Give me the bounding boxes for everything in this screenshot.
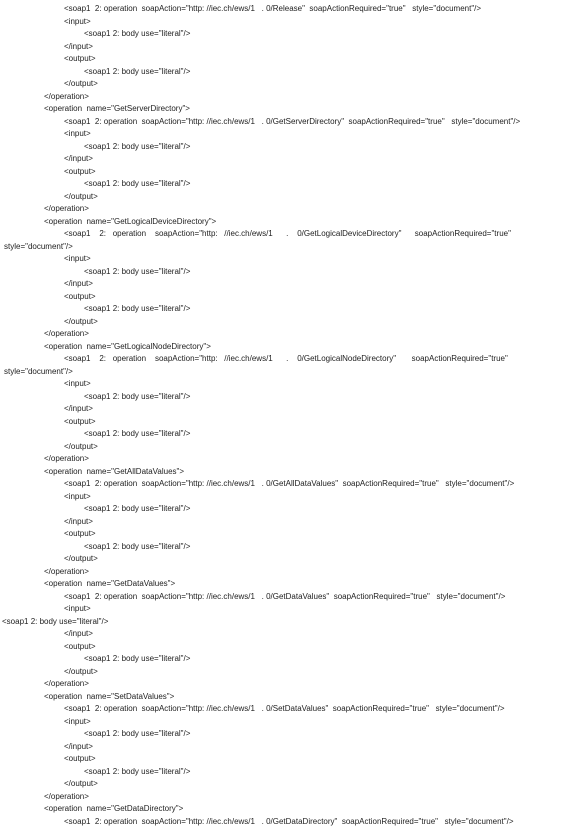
code-line: <soap1 2: body use="literal"/> [84, 654, 191, 663]
code-line: <soap1 2: body use="literal"/> [84, 767, 191, 776]
code-line: <soap1 2: body use="literal"/> [84, 179, 191, 188]
code-line: <output> [64, 754, 96, 763]
code-line: </input> [64, 629, 93, 638]
code-line: <output> [64, 167, 96, 176]
code-line: <input> [64, 604, 91, 613]
code-line: <soap1 2: operation soapAction="http: //iec.ch/ews/1 . 0/GetAllDataValues" soapActionRequired="true" style="document"/> [64, 479, 515, 488]
code-line: <output> [64, 54, 96, 63]
code-line: </input> [64, 279, 93, 288]
code-line: <input> [64, 254, 91, 263]
code-line: <output> [64, 417, 96, 426]
code-line: style="document"/> [4, 367, 73, 376]
code-line: </operation> [44, 329, 89, 338]
code-line: <soap1 2: operation soapAction="http: //iec.ch/ews/1 . 0/GetLogicalNodeDirectory" soapActionRequired="true" [64, 354, 508, 363]
code-line: <input> [64, 379, 91, 388]
code-line: style="document"/> [4, 242, 73, 251]
code-line: <input> [64, 492, 91, 501]
code-line: </input> [64, 42, 93, 51]
code-line: </operation> [44, 454, 89, 463]
code-line: <operation name="GetLogicalNodeDirectory"> [44, 342, 211, 351]
code-line: <input> [64, 717, 91, 726]
code-line: <operation name="GetAllDataValues"> [44, 467, 185, 476]
code-line: </output> [64, 79, 98, 88]
code-line: <soap1 2: body use="literal"/> [84, 504, 191, 513]
code-line: </operation> [44, 679, 89, 688]
code-line: </operation> [44, 92, 89, 101]
code-line: <soap1 2: body use="literal"/> [84, 267, 191, 276]
code-line: <input> [64, 17, 91, 26]
code-line: </output> [64, 317, 98, 326]
code-line: </output> [64, 192, 98, 201]
code-line: </input> [64, 742, 93, 751]
code-line: <soap1 2: operation soapAction="http: //iec.ch/ews/1 . 0/GetDataValues" soapActionRequired="true" style="document"/> [64, 592, 506, 601]
code-line: </operation> [44, 567, 89, 576]
code-line: <soap1 2: operation soapAction="http: //iec.ch/ews/1 . 0/GetDataDirectory" soapActionRequired="true" style="document"/> [64, 817, 514, 826]
code-line: <soap1 2: body use="literal"/> [84, 29, 191, 38]
code-line: <output> [64, 529, 96, 538]
code-line: <output> [64, 292, 96, 301]
code-line: </output> [64, 442, 98, 451]
code-line: </input> [64, 517, 93, 526]
code-line: </operation> [44, 204, 89, 213]
code-line: <operation name="GetLogicalDeviceDirectory"> [44, 217, 217, 226]
code-line: <operation name="GetServerDirectory"> [44, 104, 190, 113]
code-line: <output> [64, 642, 96, 651]
code-line: <soap1 2: body use="literal"/> [84, 304, 191, 313]
code-line: <operation name="GetDataValues"> [44, 579, 176, 588]
code-line: <soap1 2: operation soapAction="http: //iec.ch/ews/1 . 0/Release" soapActionRequired="true" style="document"/> [64, 4, 482, 13]
code-line: </operation> [44, 792, 89, 801]
code-line: <soap1 2: body use="literal"/> [84, 542, 191, 551]
code-line: </output> [64, 667, 98, 676]
code-line: <input> [64, 129, 91, 138]
code-line: <soap1 2: operation soapAction="http: //iec.ch/ews/1 . 0/GetLogicalDeviceDirectory" soapActionRequired="true" [64, 229, 511, 238]
code-line: <soap1 2: body use="literal"/> [84, 392, 191, 401]
code-line: <soap1 2: operation soapAction="http: //iec.ch/ews/1 . 0/SetDataValues" soapActionRequired="true" style="document"/> [64, 704, 505, 713]
code-line: </input> [64, 404, 93, 413]
code-line: <soap1 2: operation soapAction="http: //iec.ch/ews/1 . 0/GetServerDirectory" soapActionRequired="true" style="document"/> [64, 117, 521, 126]
code-line: <soap1 2: body use="literal"/> [2, 617, 109, 626]
code-line: <soap1 2: body use="literal"/> [84, 429, 191, 438]
code-line: <soap1 2: body use="literal"/> [84, 142, 191, 151]
code-line: </output> [64, 554, 98, 563]
code-line: <soap1 2: body use="literal"/> [84, 729, 191, 738]
code-line: <operation name="GetDataDirectory"> [44, 804, 184, 813]
code-line: </input> [64, 154, 93, 163]
code-line: </output> [64, 779, 98, 788]
code-line: <soap1 2: body use="literal"/> [84, 67, 191, 76]
code-line: <operation name="SetDataValues"> [44, 692, 175, 701]
